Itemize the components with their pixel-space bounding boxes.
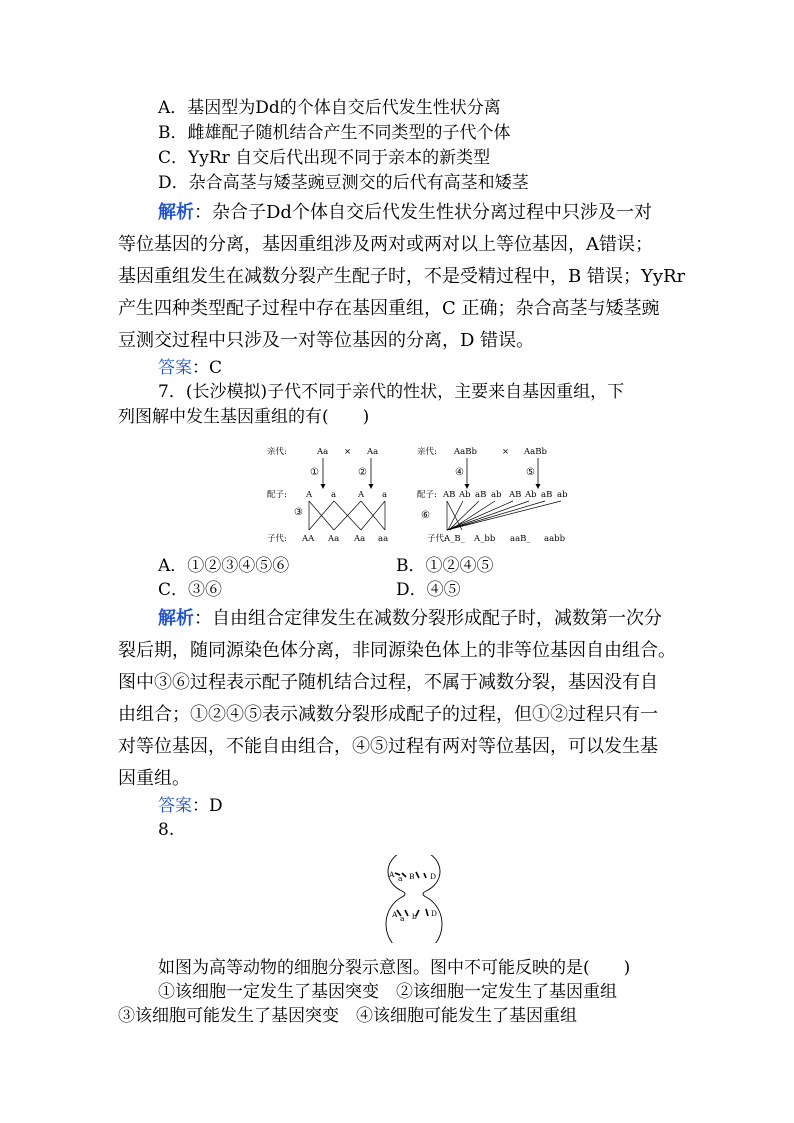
right-arrowhead-2 bbox=[536, 484, 541, 489]
q8-stem: 如图为高等动物的细胞分裂示意图。图中不可能反映的是( ) bbox=[158, 958, 631, 978]
right-offspring-label: 子代: bbox=[427, 534, 447, 544]
left-parent-label: 亲代: bbox=[267, 447, 287, 457]
left-fertilization-lines bbox=[309, 501, 385, 530]
q6-analysis-label: 解析 bbox=[158, 202, 194, 223]
right-offspring-4: aabb bbox=[544, 534, 566, 544]
step-4-marker: ④ bbox=[455, 467, 464, 478]
cell-division-figure bbox=[384, 855, 444, 943]
right-gamete-8: ab bbox=[557, 490, 568, 500]
q7-analysis-line-6: 因重组。 bbox=[118, 768, 190, 789]
q6-option-d: D．杂合高茎与矮茎豌豆测交的后代有高茎和矮茎 bbox=[158, 173, 529, 193]
bottom-allele-1: A bbox=[392, 910, 398, 919]
q7-analysis-line-3: 图中③⑥过程表示配子随机结合过程，不属于减数分裂，基因没有自 bbox=[118, 672, 658, 693]
right-offspring-3: aaB_ bbox=[510, 534, 531, 544]
q6-analysis-line-2: 等位基因的分离，基因重组涉及两对或两对以上等位基因，A错误； bbox=[118, 234, 653, 255]
q7-answer: 答案：D bbox=[158, 796, 223, 816]
q7-option-c: C．③⑥ bbox=[158, 580, 223, 600]
q7-analysis-line-5: 对等位基因，不能自由组合，④⑤过程有两对等位基因，可以发生基 bbox=[118, 736, 658, 757]
top-allele-2: a bbox=[398, 874, 403, 883]
left-arrowhead-1 bbox=[321, 484, 326, 489]
q7-option-d: D．④⑤ bbox=[396, 580, 461, 600]
left-gamete-label: 配子: bbox=[267, 490, 287, 500]
left-gamete-3: A bbox=[358, 490, 365, 500]
right-gamete-2: Ab bbox=[459, 490, 471, 500]
step-3-marker: ③ bbox=[294, 507, 303, 518]
q7-stem-line-1: 7．(长沙模拟)子代不同于亲代的性状，主要来自基因重组，下 bbox=[158, 382, 625, 402]
q6-answer-label: 答案 bbox=[158, 358, 192, 378]
right-offspring-1: A_B_ bbox=[444, 534, 465, 544]
bottom-allele-4: D bbox=[431, 909, 438, 918]
right-cross-symbol: × bbox=[502, 447, 510, 457]
right-gamete-1: AB bbox=[443, 490, 456, 500]
right-parent-2: AaBb bbox=[524, 447, 547, 457]
step-5-marker: ⑤ bbox=[526, 467, 535, 478]
left-offspring-2: Aa bbox=[328, 534, 340, 544]
q7-stem-line-2: 列图解中发生基因重组的有( ) bbox=[118, 407, 370, 427]
step-6-marker: ⑥ bbox=[421, 510, 430, 521]
bottom-allele-3: b bbox=[412, 912, 417, 921]
q8-items-line-2: ③该细胞可能发生了基因突变 ④该细胞可能发生了基因重组 bbox=[118, 1006, 577, 1026]
right-gamete-7: aB bbox=[541, 490, 553, 500]
monohybrid-cross-diagram bbox=[267, 446, 388, 544]
q6-option-a: A．基因型为Dd的个体自交后代发生性状分离 bbox=[158, 98, 501, 118]
q6-analysis-line-1: 解析：杂合子Dd个体自交后代发生性状分离过程中只涉及一对 bbox=[158, 202, 652, 223]
q6-analysis-line-4: 产生四种类型配子过程中存在基因重组，C 正确；杂合高茎与矮茎豌 bbox=[118, 298, 660, 319]
top-allele-1: A bbox=[389, 870, 395, 879]
left-offspring-1: AA bbox=[302, 534, 315, 544]
right-gamete-4: ab bbox=[491, 490, 502, 500]
q8-items-line-1: ①该细胞一定发生了基因突变 ②该细胞一定发生了基因重组 bbox=[158, 982, 617, 1002]
q7-analysis-label: 解析 bbox=[158, 608, 194, 629]
q6-option-b: B．雌雄配子随机结合产生不同类型的子代个体 bbox=[158, 123, 511, 143]
q7-analysis-line-2: 裂后期，随同源染色体分离，非同源染色体上的非等位基因自由组合。 bbox=[118, 640, 676, 661]
q7-analysis-line-4: 由组合；①②④⑤表示减数分裂形成配子的过程，但①②过程只有一 bbox=[118, 704, 658, 725]
q6-answer: 答案：C bbox=[158, 358, 223, 378]
right-gamete-6: Ab bbox=[525, 490, 537, 500]
left-gamete-1: A bbox=[306, 490, 313, 500]
left-offspring-3: Aa bbox=[354, 534, 366, 544]
q6-option-c: C．YyRr 自交后代出现不同于亲本的新类型 bbox=[158, 148, 491, 168]
step-1-marker: ① bbox=[310, 467, 319, 478]
right-fertilization-lines bbox=[447, 501, 561, 530]
q7-answer-label: 答案 bbox=[158, 796, 192, 816]
left-cross-symbol: × bbox=[344, 447, 352, 457]
q7-analysis-line-1: 解析：自由组合定律发生在减数分裂形成配子时，减数第一次分 bbox=[158, 608, 662, 629]
left-offspring-4: aa bbox=[378, 534, 389, 544]
right-gamete-3: aB bbox=[475, 490, 487, 500]
q8-number: 8. bbox=[158, 820, 175, 840]
right-parent-1: AaBb bbox=[454, 447, 477, 457]
q6-analysis-line-5: 豆测交过程中只涉及一对等位基因的分离，D 错误。 bbox=[118, 330, 535, 351]
q7-option-a: A．①②③④⑤⑥ bbox=[158, 556, 290, 576]
q7-option-b: B．①②④⑤ bbox=[396, 556, 494, 576]
step-2-marker: ② bbox=[358, 467, 367, 478]
top-allele-4: D bbox=[430, 872, 437, 881]
left-parent-1: Aa bbox=[317, 447, 329, 457]
genetics-cross-figure bbox=[262, 440, 582, 546]
left-gamete-2: a bbox=[331, 490, 337, 500]
left-offspring-label: 子代: bbox=[267, 534, 287, 544]
dividing-cell-outline bbox=[386, 855, 442, 943]
dihybrid-cross-diagram bbox=[417, 446, 568, 544]
top-allele-3: B bbox=[409, 872, 415, 881]
right-offspring-2: A_bb bbox=[474, 534, 496, 544]
right-parent-label: 亲代: bbox=[417, 447, 437, 457]
bottom-allele-2: a bbox=[400, 914, 405, 923]
left-arrowhead-2 bbox=[369, 484, 374, 489]
right-arrowhead-1 bbox=[465, 484, 470, 489]
right-gamete-label: 配子: bbox=[417, 490, 437, 500]
cell-chromosomes bbox=[388, 870, 437, 923]
left-gamete-4: a bbox=[382, 490, 388, 500]
left-parent-2: Aa bbox=[367, 447, 379, 457]
q6-analysis-line-3: 基因重组发生在减数分裂产生配子时，不是受精过程中，B 错误；YyRr bbox=[118, 266, 686, 287]
right-gamete-5: AB bbox=[509, 490, 522, 500]
